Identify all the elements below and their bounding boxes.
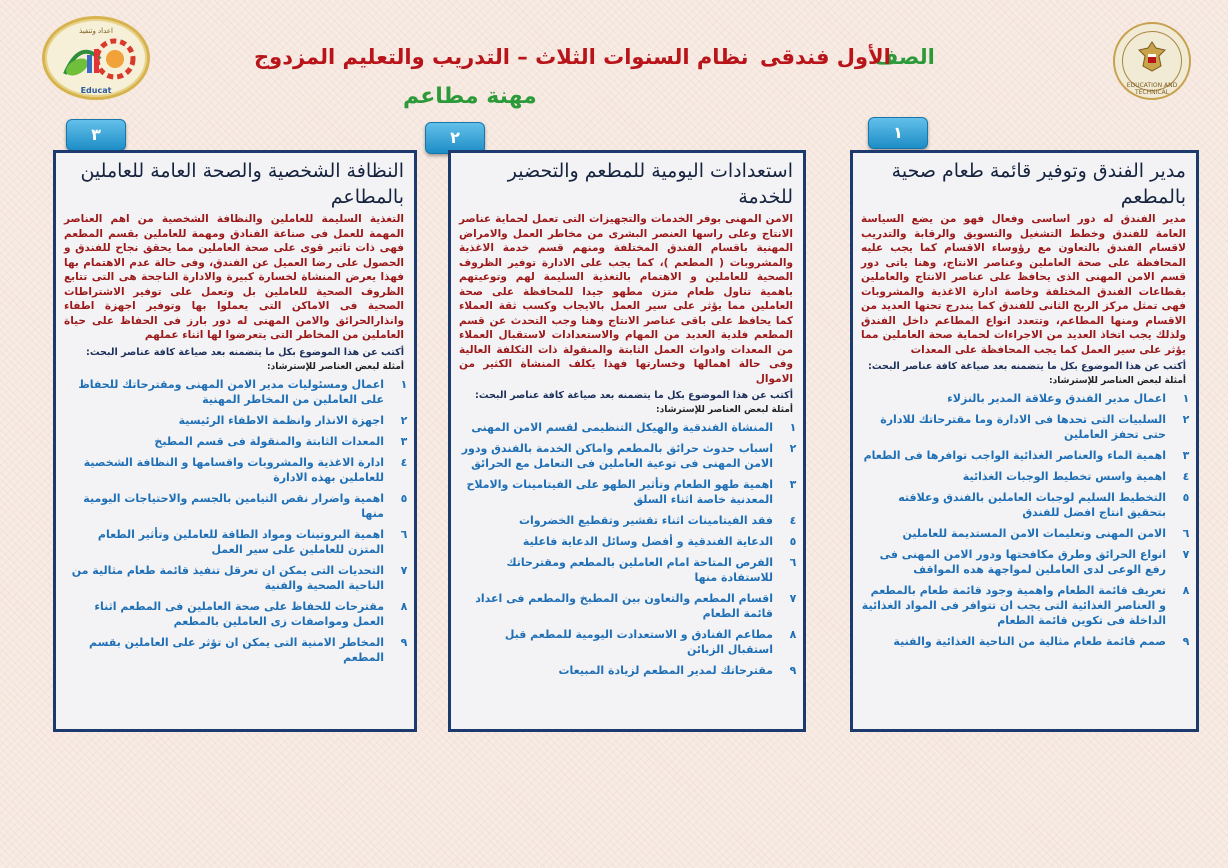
class-name: الأول فندقى bbox=[760, 45, 891, 69]
list-item: ٢السلبيات التى تحدها فى الادارة وما مقترحاتك للادارة حتى تحفز العاملين bbox=[880, 413, 1190, 441]
topic-items bbox=[459, 420, 797, 678]
list-item: ٩صمم قائمة طعام مثالية من الناحية الغذائية والفنية bbox=[893, 635, 1190, 648]
topic-title: مدير الفندق وتوفير قائمة طعام صحية بالمطعم bbox=[891, 160, 1186, 208]
list-item: ٢اجهزة الانذار وانظمة الاطفاء الرئيسية bbox=[178, 413, 408, 427]
topic-title: استعدادات اليومية للمطعم والتحضير للخدمة bbox=[507, 160, 793, 208]
list-item: ١اعمال ومسئوليات مدير الامن المهنى ومقترحاتك للحفاظ على العاملين من المخاطر المهنية bbox=[78, 377, 408, 406]
list-item: ٨تعريف قائمة الطعام واهمية وجود قائمة طعام بالمطعم و العناصر الغذائية التى يجب ان تتوافر فى المواد الغذائية الداخلة فى تكوين قائمة الطعام bbox=[861, 584, 1190, 627]
list-item: ٧انواع الحرائق وطرق مكافحتها ودور الامن المهنى فى رفع الوعى لدى العاملين لمواجهة هده المواقف bbox=[879, 548, 1190, 576]
list-item: ١المنشاة الفندقية والهيكل التنظيمى لقسم الامن المهنى bbox=[471, 421, 797, 434]
topic-title: النظافة الشخصية والصحة العامة للعاملين بالمطاعم bbox=[80, 160, 404, 208]
list-item: ٦الفرص المتاحة امام العاملين بالمطعم ومقترحاتك للاستفادة منها bbox=[506, 556, 797, 584]
list-item: ٣المعدات الثابتة والمنقولة فى قسم المطبخ bbox=[154, 434, 408, 448]
logo-ring-text: EDUCATION AND TECHNICAL bbox=[1126, 82, 1178, 96]
list-item: ٣اهمية الماء والعناصر الغذائية الواجب توافرها فى الطعام bbox=[863, 449, 1190, 462]
topic-guide: أمثلة لبعض العناصر للإسترشاد: bbox=[1049, 376, 1186, 386]
list-item: ٤اهمية واسس تخطيط الوجبات الغذائية bbox=[962, 470, 1190, 483]
list-item: ٧اقسام المطعم والتعاون بين المطبخ والمطعم فى اعداد قائمة الطعام bbox=[475, 592, 797, 620]
class-label: الصف bbox=[874, 45, 935, 69]
school-logo bbox=[42, 16, 150, 100]
topic-instruction: أكتب عن هذا الموضوع بكل ما يتضمنه بعد صياغة كافة عناصر البحث: bbox=[868, 361, 1186, 372]
topic-instruction: أكتب عن هذا الموضوع بكل ما يتضمنه بعد صياغة كافة عناصر البحث: bbox=[475, 390, 793, 401]
list-item: ٥الدعاية الفندقية و أفضل وسائل الدعاية فاعلية bbox=[522, 535, 797, 548]
list-item: ١اعمال مدير الفندق وعلاقة المدير بالنزلاء bbox=[947, 392, 1190, 405]
school-logo-caption: Educat bbox=[80, 86, 112, 95]
topic-body: الامن المهنى بوفر الخدمات والتجهيزات التى تعمل لحماية عناصر الانتاج وعلى راسها العنصر البشرى من مخاطر العمل والامراض المهنية باقسام الفندق المختلفة ومنهم قسم خدمة الاغذية والمشروبات ( المطعم )، كما يجب على الادارة توفير الظروف الصحية للعاملين و الاهتمام بالتغذية السليمة لهم وتوعيتهم باهمية تناول طعام متزن مطهو جيدا للمحافظة على صحة العاملين مما يؤثر على سير العمل بالايجاب وكسب ثقة العملاء كما يحافظ على باقى عناصر الانتاج وهنا وجب التحدث عن قسم المطعم فلدية العديد من المهام والاستعدادات لاستقبال العملاء من المعدات وادوات العمل الثابتة والمنقولة ذات التكلفة العالية وفى حالة اهمالها وخسارتها فهذا يكلف المنشاة الكثير من الاموال bbox=[459, 213, 793, 385]
ministry-logo bbox=[1113, 22, 1191, 100]
list-item: ٩المخاطر الامنية التى يمكن ان تؤثر على العاملين بقسم المطعم bbox=[88, 635, 408, 664]
list-item: ٩مقترحاتك لمدير المطعم لزيادة المبيعات bbox=[558, 664, 797, 677]
topic-body: التغذية السليمة للعاملين والنظافة الشخصية من اهم العناصر المهمة للعمل فى صناعة الفنادق ومهمة للعاملين بقسم المطعم فهى ذات تاثير قوى على صحة العاملين مما يحقق نجاح للفندق و الحصول على رضا العميل عن الفندق، وفى حالة عدم الاهتمام بها فهذا يعرض المنشاة لخسارة كبيرة والادارة الناجحة هى التى تتابع الظروف الصحية للعاملين بل وتعمل على توفير الاشتراطات الصحية فى الاماكن التى يعملوا بها وتوفير اجهزة اطفاء وانذارالحرائق والامن المهنى له دور بارز فى الحفاظ على حياة العاملين من المخاطر التى يتعرضوا لها اثناء عملهم bbox=[64, 213, 404, 341]
topic-body: مدير الفندق له دور اساسى وفعال فهو من يضع السياسة العامة للفندق وخطط التشغيل والتسويق والرقابة والتدريب لاقسام الفندق بالتعاون مع رؤوساء الاقسام كما يجب عليه المحافظة على صحة العاملين وعناصر الانتاج، وهنا ياتى دور قسم الامن المهنى الذى يحافظ على عناصر الانتاج والعاملين بقطاعات الفندق المختلفة وخاصة ادارة الاغذية والمشروبات فهى تمثل مركز الربح الثانى للفندق كما يندرج تحتها العديد من الاقسام ومنها المطاعم، وتتعدد انواع المطاعم داخل الفندق ولذلك يجب اتخاذ العديد من الاجراءات لحماية صحة العاملين مما يؤثر على سير العمل كما يجب المحافظة على المعدات bbox=[861, 213, 1186, 356]
list-item: ٨مطاعم الفنادق و الاستعدادت اليومية للمطعم قبل استقبال الزبائن bbox=[504, 628, 797, 656]
tab-topic-3[interactable]: ٣ bbox=[66, 119, 126, 151]
topic-card-3 bbox=[53, 150, 417, 732]
list-item: ٣اهمية طهو الطعام وتأثير الطهو على الفيتامينات والاملاح المعدنية خاصة اثناء السلق bbox=[466, 478, 797, 506]
list-item: ٦الامن المهنى وتعليمات الامن المستديمة للعاملين bbox=[902, 527, 1190, 540]
topic-items bbox=[64, 377, 408, 665]
list-item: ٦اهمية البروتينات ومواد الطاقة للعاملين وتأثير الطعام المتزن للعاملين على سير العمل bbox=[97, 527, 408, 556]
list-item: ٧التحديات التى يمكن ان تعرقل تنفيذ قائمة طعام مثالية من الناحية الصحية والفنية bbox=[71, 563, 408, 592]
topic-guide: أمثلة لبعض العناصر للإسترشاد: bbox=[267, 361, 404, 372]
school-logo-label: اعداد وتنفيذ bbox=[79, 27, 113, 35]
list-item: ٨مقترحات للحفاظ على صحة العاملين فى المطعم اثناء العمل ومواصفات زى العاملين بالمطعم bbox=[94, 599, 408, 628]
topic-guide: أمثلة لبعض العناصر للإسترشاد: bbox=[656, 405, 793, 415]
list-item: ٢اسباب حدوث حرائق بالمطعم واماكن الخدمة بالفندق ودور الامن المهنى فى توعية العاملين فى التعامل مع الحرائق bbox=[461, 442, 797, 470]
list-item: ٥اهمية واضرار نقص التيامين بالجسم والاحتياجات اليومية منها bbox=[83, 491, 408, 520]
system-title: نظام السنوات الثلاث – التدريب والتعليم المزدوج bbox=[254, 45, 749, 69]
topic-items bbox=[861, 391, 1190, 649]
eagle-icon bbox=[1137, 40, 1167, 74]
list-item: ٤فقد الفيتامينات اثناء تقشير وتقطيع الخضروات bbox=[518, 514, 797, 527]
list-item: ٥التخطيط السليم لوجبات العاملين بالفندق وعلاقته بتحقيق انتاج افضل للفندق bbox=[898, 491, 1190, 519]
profession-title: مهنة مطاعم bbox=[403, 84, 537, 109]
tab-topic-1[interactable]: ١ bbox=[868, 117, 928, 149]
topic-card-2 bbox=[448, 150, 806, 732]
gear-icon bbox=[45, 29, 147, 89]
topic-instruction: أكتب عن هذا الموضوع بكل ما يتضمنه بعد صياغة كافة عناصر البحث: bbox=[86, 346, 404, 358]
list-item: ٤ادارة الاغذية والمشروبات واقسامها و النظافة الشخصية للعاملين بهذه الادارة bbox=[83, 455, 408, 484]
tab-topic-2[interactable]: ٢ bbox=[425, 122, 485, 154]
topic-card-1 bbox=[850, 150, 1199, 732]
